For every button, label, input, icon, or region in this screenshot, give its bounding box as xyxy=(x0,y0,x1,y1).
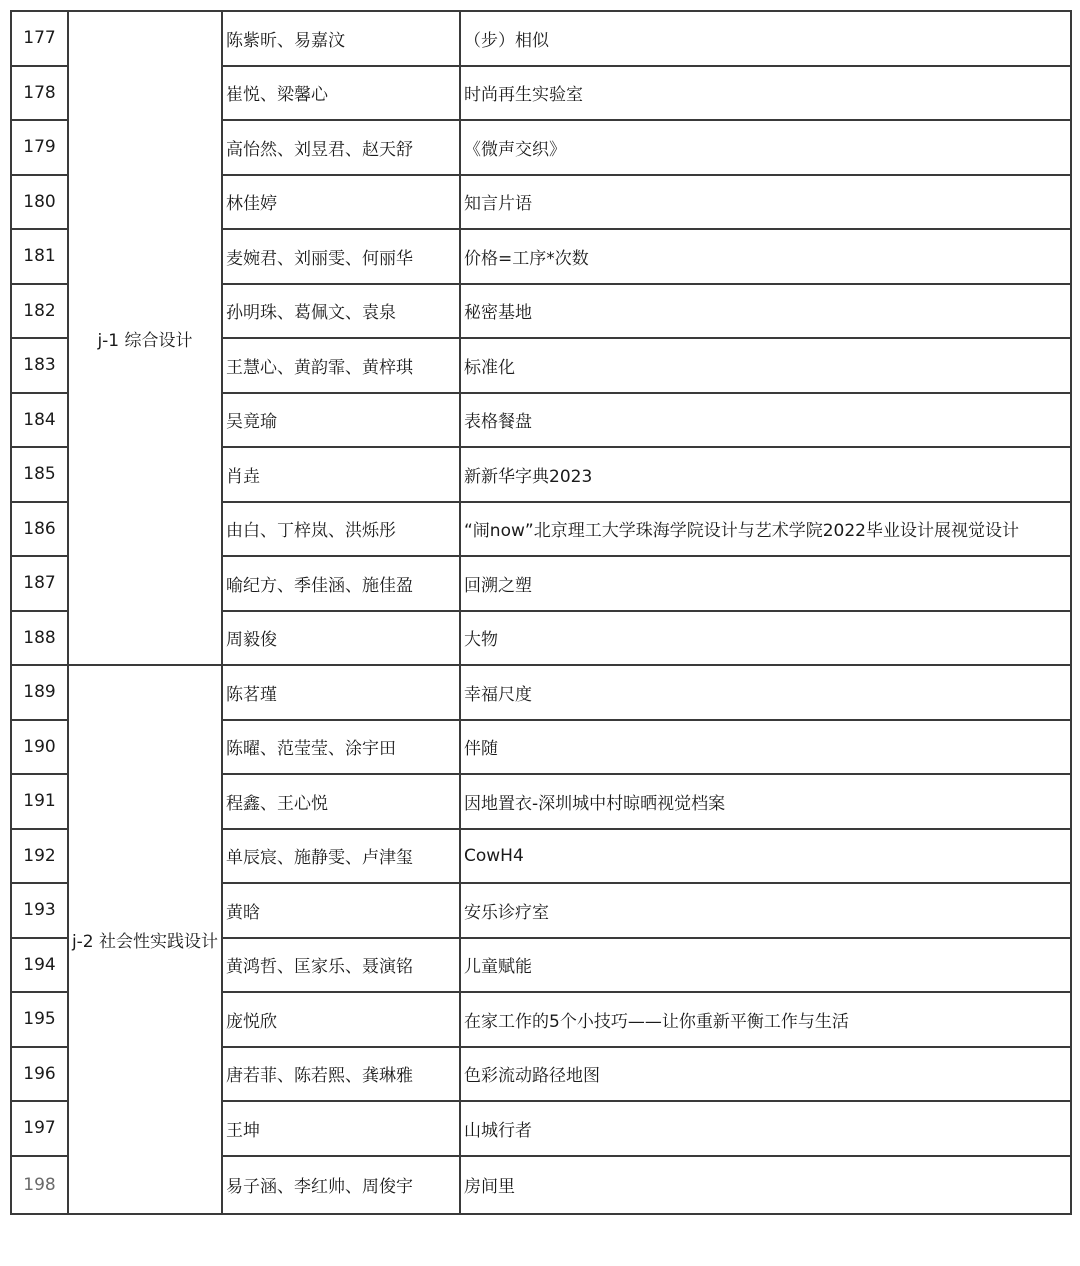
project-title-cell: 回溯之塑 xyxy=(460,556,1071,611)
project-title-cell: 时尚再生实验室 xyxy=(460,66,1071,121)
category-cell: j-1 综合设计 xyxy=(68,11,222,665)
row-number-cell: 191 xyxy=(11,774,68,829)
authors-cell: 由白、丁梓岚、洪烁彤 xyxy=(222,502,460,557)
project-title-cell: “闹now”北京理工大学珠海学院设计与艺术学院2022毕业设计展视觉设计 xyxy=(460,502,1071,557)
row-number-cell: 195 xyxy=(11,992,68,1047)
project-title-cell: 价格=工序*次数 xyxy=(460,229,1071,284)
row-number-cell: 181 xyxy=(11,229,68,284)
project-title-cell: CowH4 xyxy=(460,829,1071,884)
project-title-cell: 在家工作的5个小技巧——让你重新平衡工作与生活 xyxy=(460,992,1071,1047)
row-number-cell: 188 xyxy=(11,611,68,666)
row-number-cell: 190 xyxy=(11,720,68,775)
row-number-cell: 179 xyxy=(11,120,68,175)
authors-cell: 林佳婷 xyxy=(222,175,460,230)
authors-cell: 王坤 xyxy=(222,1101,460,1156)
row-number-cell: 189 xyxy=(11,665,68,720)
project-title-cell: 安乐诊疗室 xyxy=(460,883,1071,938)
row-number-cell: 183 xyxy=(11,338,68,393)
project-title-cell: 色彩流动路径地图 xyxy=(460,1047,1071,1102)
authors-cell: 庞悦欣 xyxy=(222,992,460,1047)
authors-cell: 黄鸿哲、匡家乐、聂演铭 xyxy=(222,938,460,993)
row-number-cell: 193 xyxy=(11,883,68,938)
authors-cell: 唐若菲、陈若熙、龚琳雅 xyxy=(222,1047,460,1102)
row-number-cell: 192 xyxy=(11,829,68,884)
row-number-cell: 197 xyxy=(11,1101,68,1156)
project-title-cell: 房间里 xyxy=(460,1156,1071,1214)
project-title-cell: 因地置衣-深圳城中村晾晒视觉档案 xyxy=(460,774,1071,829)
authors-cell: 程鑫、王心悦 xyxy=(222,774,460,829)
row-number-cell: 182 xyxy=(11,284,68,339)
row-number-cell: 177 xyxy=(11,11,68,66)
authors-cell: 喻纪方、季佳涵、施佳盈 xyxy=(222,556,460,611)
authors-cell: 崔悦、梁馨心 xyxy=(222,66,460,121)
row-number-cell: 180 xyxy=(11,175,68,230)
project-title-cell: 标准化 xyxy=(460,338,1071,393)
authors-cell: 麦婉君、刘丽雯、何丽华 xyxy=(222,229,460,284)
row-number-cell: 198 xyxy=(11,1156,68,1214)
authors-cell: 吴竟瑜 xyxy=(222,393,460,448)
row-number-cell: 187 xyxy=(11,556,68,611)
authors-cell: 王慧心、黄韵霏、黄梓琪 xyxy=(222,338,460,393)
table-body xyxy=(11,11,1071,1214)
project-title-cell: 伴随 xyxy=(460,720,1071,775)
project-title-cell: 大物 xyxy=(460,611,1071,666)
authors-cell: 陈茗瑾 xyxy=(222,665,460,720)
project-title-cell: 新新华字典2023 xyxy=(460,447,1071,502)
row-number-cell: 194 xyxy=(11,938,68,993)
table-row xyxy=(11,665,1071,720)
project-title-cell: 《微声交织》 xyxy=(460,120,1071,175)
authors-cell: 高怡然、刘昱君、赵天舒 xyxy=(222,120,460,175)
row-number-cell: 178 xyxy=(11,66,68,121)
row-number-cell: 186 xyxy=(11,502,68,557)
category-cell: j-2 社会性实践设计 xyxy=(68,665,222,1214)
table-row xyxy=(11,11,1071,66)
project-title-cell: 幸福尺度 xyxy=(460,665,1071,720)
row-number-cell: 196 xyxy=(11,1047,68,1102)
project-title-cell: 表格餐盘 xyxy=(460,393,1071,448)
project-title-cell: 儿童赋能 xyxy=(460,938,1071,993)
project-title-cell: （步）相似 xyxy=(460,11,1071,66)
authors-cell: 肖垚 xyxy=(222,447,460,502)
authors-cell: 周毅俊 xyxy=(222,611,460,666)
authors-cell: 黄晗 xyxy=(222,883,460,938)
project-title-cell: 山城行者 xyxy=(460,1101,1071,1156)
authors-cell: 陈紫昕、易嘉汶 xyxy=(222,11,460,66)
project-list-table xyxy=(10,10,1072,1215)
authors-cell: 易子涵、李红帅、周俊宇 xyxy=(222,1156,460,1214)
row-number-cell: 185 xyxy=(11,447,68,502)
authors-cell: 单辰宸、施静雯、卢津玺 xyxy=(222,829,460,884)
project-title-cell: 秘密基地 xyxy=(460,284,1071,339)
authors-cell: 孙明珠、葛佩文、袁泉 xyxy=(222,284,460,339)
project-title-cell: 知言片语 xyxy=(460,175,1071,230)
row-number-cell: 184 xyxy=(11,393,68,448)
authors-cell: 陈曜、范莹莹、涂宇田 xyxy=(222,720,460,775)
